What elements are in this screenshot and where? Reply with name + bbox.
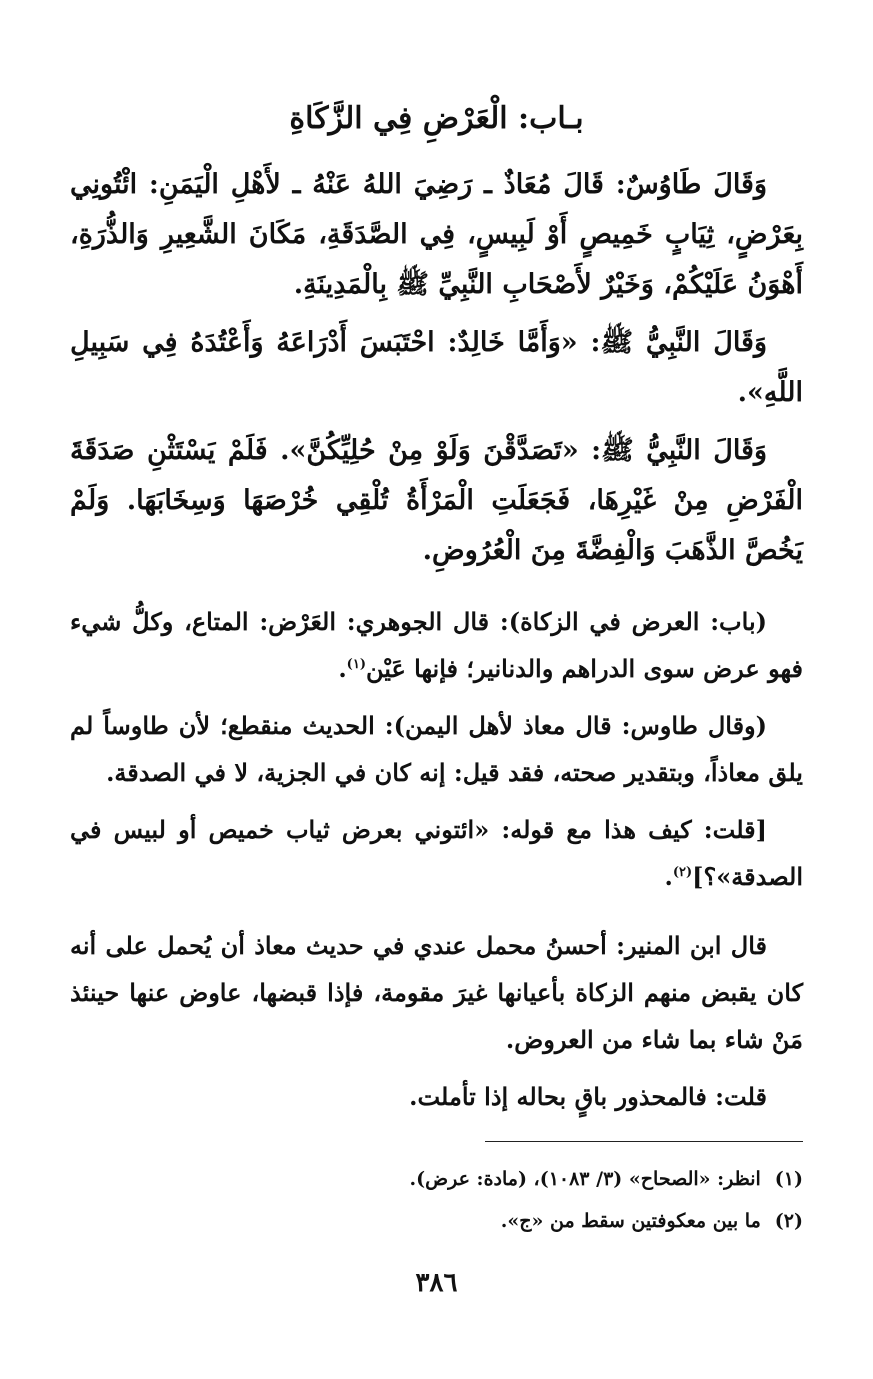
commentary-lead: قلت: (715, 1082, 767, 1111)
footnote-ref: (١) (346, 657, 366, 672)
footnote (70, 1200, 803, 1242)
footnote-divider (485, 1141, 803, 1142)
commentary-text: (باب: العرض في الزكاة): قال الجوهري: العَرْض: المتاع، وكلُّ شيء فهو عرض سوى الدراهم والدنانير؛ فإنها عَيْن (70, 607, 803, 683)
commentary-paragraph (70, 598, 803, 692)
footnotes (70, 1158, 803, 1242)
chapter-title: بـاب: الْعَرْضِ فِي الزَّكَاةِ (289, 101, 584, 136)
footnote (70, 1158, 803, 1200)
hadith-text: وَقَالَ النَّبِيُّ ﷺ: «تَصَدَّقْنَ وَلَوْ مِنْ حُلِيِّكُنَّ». فَلَمْ يَسْتَثْنِ صَدَقَةَ الْفَرْضِ مِنْ غَيْرِهَا، فَجَعَلَتِ الْمَرْأَةُ تُلْقِي خُرْصَهَا وَسِخَابَهَا. وَلَمْ يَخُصَّ الذَّهَبَ وَالْفِضَّةَ مِنَ الْعُرُوضِ. (70, 435, 803, 566)
footnote-ref: (٢) (672, 865, 693, 880)
commentary-text: . (664, 862, 673, 891)
page-number: ٣٨٦ (415, 1268, 458, 1298)
footnote-text: انظر: «الصحاح» (٣/ ١٠٨٣)، (مادة: عرض). (409, 1168, 761, 1190)
commentary-paragraph: قال ابن المنير: أحسنُ محمل عندي في حديث معاذ أن يُحمل على أنه كان يقبض منهم الزكاة بأعيانها غيرَ مقومة، فإذا قبضها، عاوض عنها حينئذ مَنْ شاء بما شاء من العروض. (70, 931, 803, 1054)
footnote-number: (٢) (774, 1210, 803, 1232)
footnote-text: ما بين معكوفتين سقط من «ج». (500, 1210, 761, 1232)
footnote-number: (١) (774, 1168, 803, 1190)
hadith-text: وَقَالَ النَّبِيُّ ﷺ: «وَأَمَّا خَالِدٌ: احْتَبَسَ أَدْرَاعَهُ وَأَعْتُدَهُ فِي سَبِيلِ اللَّهِ». (70, 327, 803, 408)
commentary-text: فالمحذور باقٍ بحاله إذا تأملت. (409, 1082, 716, 1111)
commentary-paragraph: (وقال طاوس: قال معاذ لأهل اليمن): الحديث منقطع؛ لأن طاوساً لم يلق معاذاً، وبتقدير صحته، فقد قيل: إنه كان في الجزية، لا في الصدقة. (70, 711, 803, 787)
commentary-paragraph (70, 1073, 803, 1120)
hadith-text: وَقَالَ طَاوُسٌ: قَالَ مُعَاذٌ ـ رَضِيَ اللهُ عَنْهُ ـ لأَهْلِ الْيَمَنِ: ائْتُونِي بِعَرْضٍ، ثِيَابٍ خَمِيصٍ أَوْ لَبِيسٍ، فِي الصَّدَقَةِ، مَكَانَ الشَّعِيرِ وَالذُّرَةِ، أَهْوَنُ عَلَيْكُمْ، وَخَيْرٌ لأَصْحَابِ النَّبِيِّ ﷺ بِالْمَدِينَةِ. (70, 169, 803, 300)
commentary-paragraph (70, 806, 803, 900)
commentary-text: [قلت: كيف هذا مع قوله: «ائتوني بعرض ثياب خميص أو لبيس في الصدقة»؟] (70, 815, 803, 891)
commentary-text: . (338, 654, 347, 683)
